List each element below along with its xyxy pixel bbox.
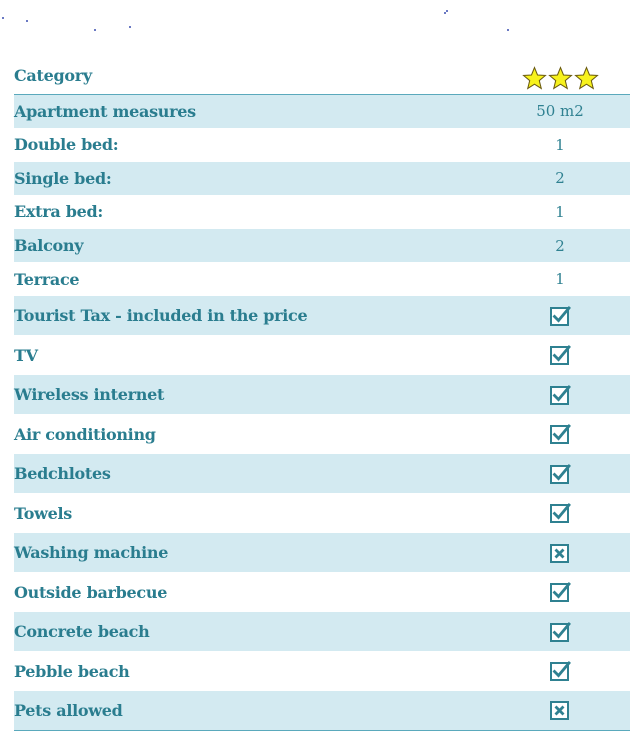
- star-rating: [522, 66, 599, 91]
- row-label: Extra bed:: [14, 202, 103, 222]
- amenity-row: [14, 335, 630, 375]
- category-label: Category: [14, 57, 490, 94]
- row-value: 50 m2: [536, 102, 584, 121]
- checkbox-checked-icon: [549, 581, 571, 603]
- row-label: Terrace: [14, 269, 80, 289]
- amenity-status: [490, 533, 630, 573]
- amenity-row: [14, 533, 630, 573]
- checkbox-checked-icon: [549, 502, 571, 524]
- row-label: Double bed:: [14, 135, 119, 155]
- amenity-row: [14, 612, 630, 652]
- row-label: Wireless internet: [14, 385, 165, 405]
- amenity-status: [490, 691, 630, 731]
- amenity-status: [490, 414, 630, 454]
- row-label: Concrete beach: [14, 622, 150, 642]
- row-label: Pets allowed: [14, 691, 490, 731]
- row-label: Balcony: [14, 236, 84, 256]
- row-value: 1: [555, 202, 565, 221]
- amenity-row: [14, 375, 630, 415]
- row-value: 1: [555, 270, 565, 289]
- row-label: Pebble beach: [14, 661, 130, 681]
- amenity-row: [14, 572, 630, 612]
- row-label: Apartment measures: [14, 101, 196, 121]
- numeric-row: [14, 128, 630, 162]
- star-icon: [548, 66, 573, 91]
- amenity-row: [14, 493, 630, 533]
- decorative-dots: [0, 0, 633, 40]
- amenity-row: [14, 414, 630, 454]
- row-label: Single bed:: [14, 168, 112, 188]
- numeric-row: [14, 229, 630, 263]
- amenity-status: [490, 572, 630, 612]
- checkbox-crossed-icon: [549, 699, 571, 721]
- row-value: 1: [555, 135, 565, 154]
- row-label: Bedchlotes: [14, 464, 111, 484]
- numeric-row: [14, 94, 630, 128]
- row-label: Towels: [14, 503, 72, 523]
- amenity-status: [490, 375, 630, 415]
- checkbox-checked-icon: [549, 384, 571, 406]
- row-label: Washing machine: [14, 543, 169, 563]
- star-icon: [574, 66, 599, 91]
- checkbox-crossed-icon: [549, 542, 571, 564]
- amenity-row: [14, 454, 630, 494]
- amenity-status: [490, 612, 630, 652]
- checkbox-checked-icon: [549, 305, 571, 327]
- amenity-row: [14, 296, 630, 336]
- checkbox-checked-icon: [549, 660, 571, 682]
- apartment-info-table: [14, 57, 630, 731]
- numeric-row: [14, 262, 630, 296]
- row-value: 2: [555, 169, 565, 188]
- amenity-row: [14, 691, 630, 731]
- amenity-status: [490, 651, 630, 691]
- checkbox-checked-icon: [549, 463, 571, 485]
- checkbox-checked-icon: [549, 344, 571, 366]
- category-stars: [490, 57, 630, 94]
- category-row: [14, 57, 630, 94]
- amenity-status: [490, 454, 630, 494]
- numeric-row: [14, 195, 630, 229]
- row-label: Tourist Tax - included in the price: [14, 306, 308, 326]
- amenity-status: [490, 335, 630, 375]
- row-label: Outside barbecue: [14, 582, 168, 602]
- amenity-status: [490, 493, 630, 533]
- numeric-row: [14, 162, 630, 196]
- checkbox-checked-icon: [549, 423, 571, 445]
- row-label: Air conditioning: [14, 424, 156, 444]
- star-icon: [522, 66, 547, 91]
- apartment-info-body: [14, 57, 630, 730]
- amenity-row: [14, 651, 630, 691]
- amenity-status: [490, 296, 630, 336]
- checkbox-checked-icon: [549, 621, 571, 643]
- row-label: TV: [14, 345, 38, 365]
- row-value: 2: [555, 236, 565, 255]
